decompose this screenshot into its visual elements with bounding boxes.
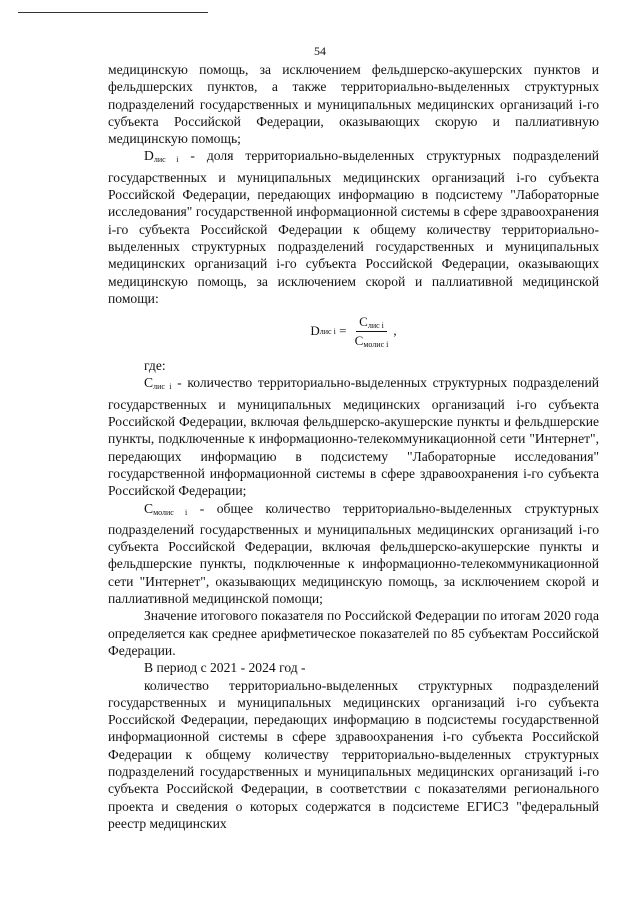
symbol-d: D [144, 148, 154, 164]
paragraph-2-text: - доля территориально-выделенных структурных подразделений государственных и муниципальных медицинских организаций i-го субъекта Российской Федерации, передающих информацию в подсистему "Лабораторные исследования" государственной информационной системы в сфере здравоохранения i-го субъекта Российской Федерации к общему количеству территориально-выделенных структурных подразделений государственных и муниципальных медицинских организаций i-го субъекта Российской Федерации, оказывающих медицинскую помощь, за исключением скорой и паллиативной медицинской помощи: [108, 148, 600, 306]
numerator-symbol: C [359, 313, 368, 329]
formula-lhs-sub: лис i [319, 326, 336, 336]
denominator-sub: молис i [363, 339, 389, 349]
page-number: 54 [314, 44, 326, 58]
formula-eq: = [335, 323, 350, 339]
paragraph-3 [108, 374, 599, 499]
symbol-c-lis-sub: лис i [153, 382, 172, 392]
paragraph-4-text: - общее количество территориально-выделенных структурных подразделений государственных и муниципальных медицинских организаций i-го субъекта Российской Федерации, включая фельдшерско-акушерские пункты и фельдшерские пункты, подключенные к информационно-телекоммуникационной сети "Интернет", оказывающих медицинскую помощь, за исключением скорой и паллиативной медицинской помощи; [108, 500, 599, 607]
paragraph-1: медицинскую помощь, за исключением фельдшерско-акушерских пунктов и фельдшерских пунктов, а также территориально-выделенных структурных подразделений государственных и муниципальных медицинских организаций i-го субъекта Российской Федерации, оказывающих скорую и паллиативную медицинскую помощь; [108, 62, 599, 147]
formula-fraction [352, 314, 392, 349]
document-body [108, 61, 599, 832]
where-label: где: [144, 358, 166, 374]
paragraph-5: Значение итогового показателя по Российской Федерации по итогам 2020 года определяется как среднее арифметическое показателей по 85 субъектам Российской Федерации. [108, 608, 599, 658]
paragraph-3-text: - количество территориально-выделенных структурных подразделений государственных и муниципальных медицинских организаций i-го субъекта Российской Федерации, включая фельдшерско-акушерские пункты и фельдшерские пункты, подключенные к информационно-телекоммуникационной сети "Интернет", передающих информацию в подсистему "Лабораторные исследования" государственной информационной системы в сфере здравоохранения i-го субъекта Российской Федерации; [108, 375, 599, 499]
paragraph-4 [108, 500, 599, 608]
paragraph-7: количество территориально-выделенных структурных подразделений государственных и муниципальных медицинских организаций i-го субъекта Российской Федерации, передающих информацию в подсистемы государственной информационной системы в сфере здравоохранения i-го субъекта Российской Федерации к общему количеству территориально-выделенных структурных подразделений государственных и муниципальных медицинских организаций i-го субъекта Российской Федерации, в соответствии с показателями регионального проекта и сведения о которых содержатся в подсистеме ЕГИСЗ "федеральный реестр медицинских [108, 677, 599, 831]
paragraph-6: В период с 2021 - 2024 год - [144, 660, 306, 676]
symbol-c-lis: C [144, 375, 154, 391]
formula [108, 311, 599, 351]
symbol-d-sub: лис i [153, 155, 179, 165]
denominator-symbol: C [354, 332, 364, 348]
formula-tail: , [393, 323, 397, 339]
symbol-c-molis-sub: молис i [153, 507, 188, 517]
paragraph-2 [108, 147, 599, 307]
top-rule [18, 12, 208, 13]
formula-lhs: D [310, 323, 320, 339]
numerator-sub: лис i [367, 320, 384, 330]
formula-numerator [356, 314, 387, 332]
formula-denominator [352, 332, 392, 349]
symbol-c-molis: C [144, 500, 154, 516]
